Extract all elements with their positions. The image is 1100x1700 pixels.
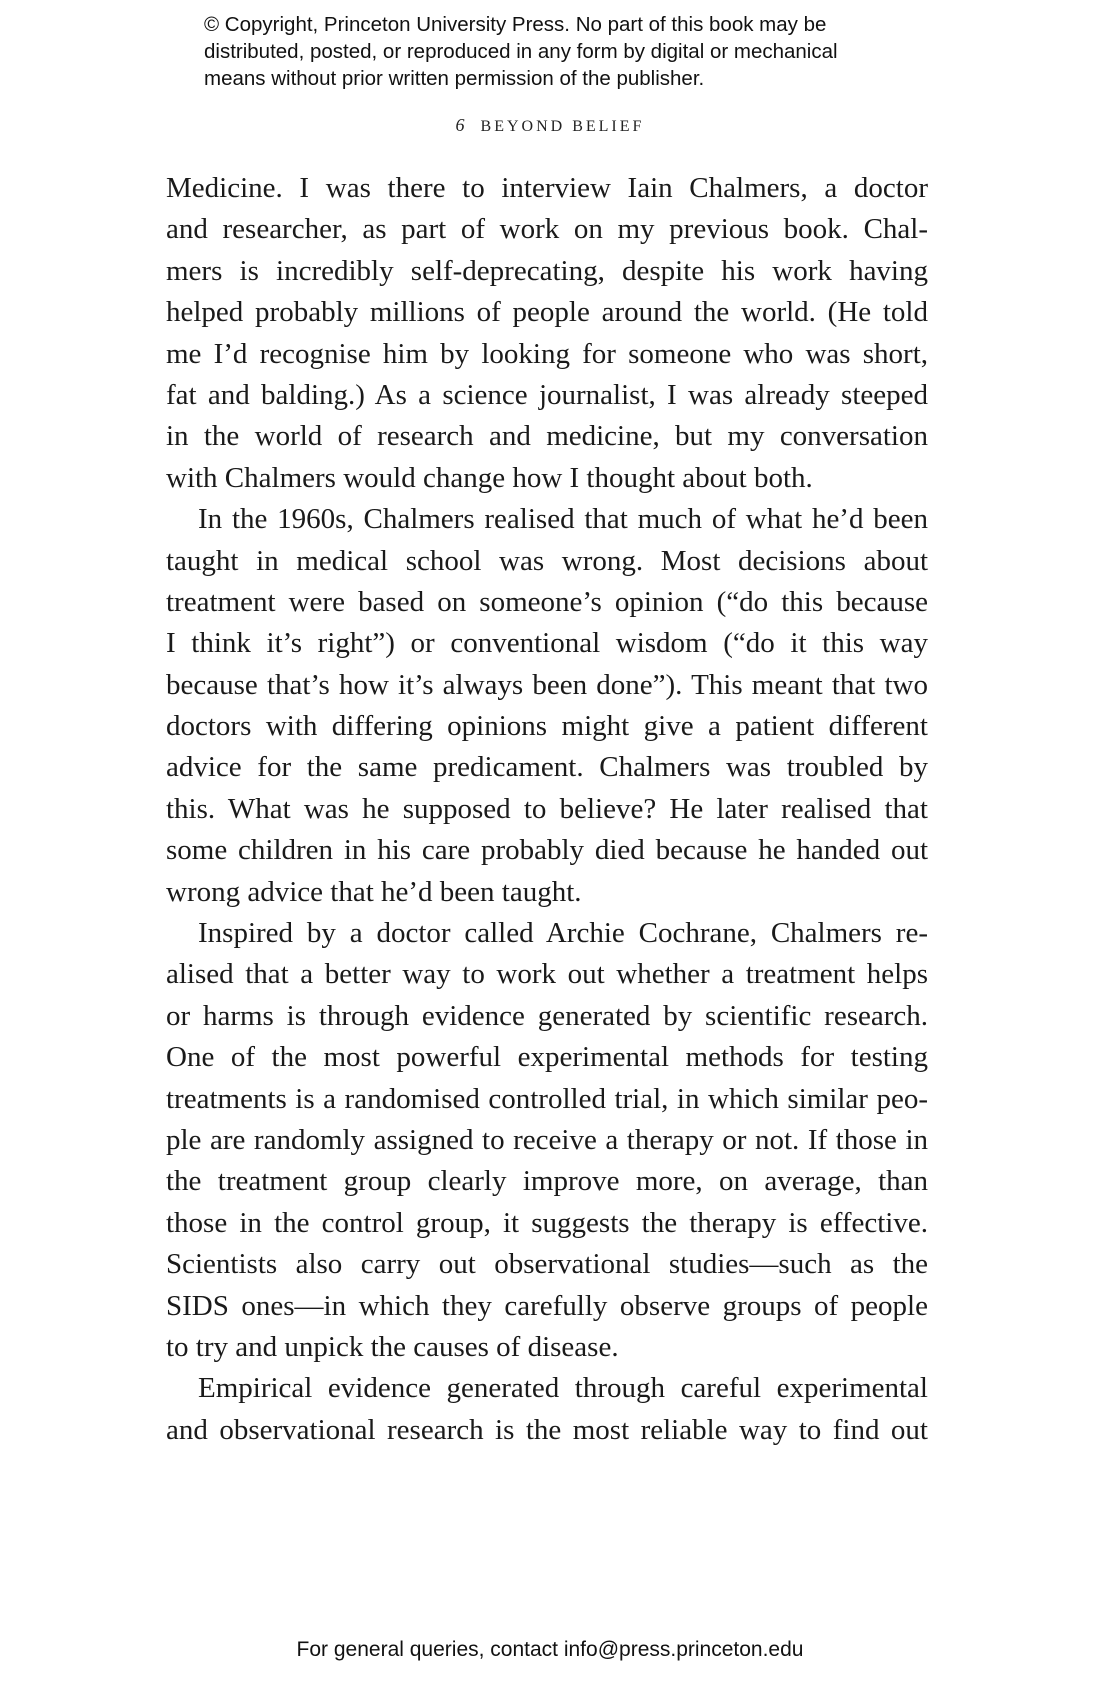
text-line: the treatment group clearly improve more, on average, than (166, 1165, 928, 1198)
text-line: mers is incredibly self-deprecating, despite his work having (166, 254, 928, 287)
text-line: Empirical evidence generated through careful experimental (198, 1372, 928, 1405)
copyright-line: distributed, posted, or reproduced in any form by digital or mechanical (204, 40, 838, 63)
text-line: wrong advice that he’d been taught. (166, 875, 582, 908)
footer-contact: For general queries, contact info@press.princeton.edu (296, 1638, 804, 1661)
text-line: advice for the same predicament. Chalmers was troubled by (166, 751, 928, 784)
text-line: because that’s how it’s always been done”). This meant that two (166, 668, 928, 701)
text-line: Inspired by a doctor called Archie Cochrane, Chalmers re- (198, 917, 928, 950)
text-line: or harms is through evidence generated by scientific research. (166, 999, 928, 1032)
text-line: ple are randomly assigned to receive a therapy or not. If those in (166, 1123, 928, 1156)
text-line: treatments is a randomised controlled trial, in which similar peo- (166, 1082, 928, 1115)
text-line: Scientists also carry out observational studies—such as the (166, 1248, 928, 1281)
book-title: BEYOND BELIEF (480, 118, 645, 135)
page-number: 6 (455, 115, 465, 135)
text-line: some children in his care probably died because he handed out (166, 834, 928, 867)
text-line: I think it’s right”) or conventional wisdom (“do it this way (166, 627, 928, 660)
text-line: in the world of research and medicine, but my conversation (166, 420, 928, 453)
text-line: me I’d recognise him by looking for someone who was short, (166, 337, 928, 370)
text-line: One of the most powerful experimental methods for testing (166, 1041, 928, 1074)
text-line: and researcher, as part of work on my previous book. Chal- (166, 213, 928, 246)
text-line: and observational research is the most reliable way to find out (166, 1413, 928, 1446)
text-line: alised that a better way to work out whether a treatment helps (166, 958, 928, 991)
copyright-line: means without prior written permission of the publisher. (204, 67, 705, 90)
text-line: to try and unpick the causes of disease. (166, 1330, 619, 1363)
text-line: those in the control group, it suggests the therapy is effective. (166, 1206, 928, 1239)
text-line: fat and balding.) As a science journalist, I was already steeped (166, 378, 928, 411)
body-text (166, 168, 928, 1451)
text-line: taught in medical school was wrong. Most decisions about (166, 544, 928, 577)
text-line: In the 1960s, Chalmers realised that much of what he’d been (198, 503, 928, 536)
running-head (0, 115, 1100, 136)
text-line: with Chalmers would change how I thought about both. (166, 461, 813, 494)
text-line: treatment were based on someone’s opinion (“do this because (166, 585, 928, 618)
text-line: SIDS ones—in which they carefully observe groups of people (166, 1289, 928, 1322)
copyright-notice (204, 11, 924, 92)
text-line: helped probably millions of people around the world. (He told (166, 296, 928, 329)
text-line: doctors with differing opinions might give a patient different (166, 710, 928, 743)
text-line: Medicine. I was there to interview Iain Chalmers, a doctor (166, 172, 928, 204)
text-line: this. What was he supposed to believe? He later realised that (166, 792, 928, 825)
copyright-line: © Copyright, Princeton University Press. No part of this book may be (204, 13, 827, 36)
